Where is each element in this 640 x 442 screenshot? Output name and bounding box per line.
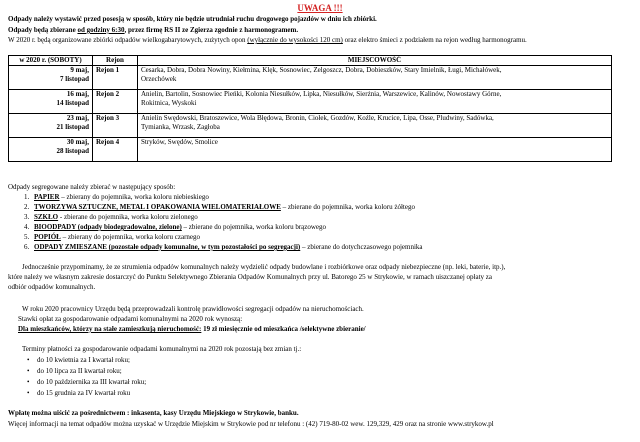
header-rejon: Rejon — [93, 56, 138, 66]
row-date: 23 maj, 21 listopad — [9, 114, 93, 138]
row-rejon: Rejon 1 — [93, 66, 138, 90]
row-rejon: Rejon 4 — [93, 138, 138, 162]
control-line-2: Stawki opłat za gospodarowanie odpadami komunalnymi na 2020 rok wynoszą: — [18, 315, 243, 323]
list-item: 1. PAPIER – zbierany do pojemnika, worka koloru niebieskiego — [24, 193, 209, 201]
table-row — [9, 90, 612, 114]
footer-payment: Wpłatę można uiścić za pośrednictwem : inkasenta, kasy Urzędu Miejskiego w Strykowie, banku. — [8, 409, 299, 417]
row-date: 16 maj, 14 listopad — [9, 90, 93, 114]
row-miejscowosc: Anielin Swędowski, Bratoszewice, Wola Błędowa, Bronin, Ciołek, Gozdów, Koźle, Krucice, Lipa, Osse, Pludwiny, Sadówka, Tymianka, Wrzask, Zagłoba — [138, 114, 612, 138]
intro-line-1: Odpady należy wystawić przed posesją w sposób, który nie będzie utrudniał ruchu drogowego pojazdów w dniu ich zbiórki. — [8, 15, 377, 23]
header-date: w 2020 r. (SOBOTY) — [9, 56, 93, 66]
table-row — [9, 66, 612, 90]
row-miejscowosc: Anielin, Bartolin, Sosnowiec Pieńki, Kolonia Niesułków, Lipka, Niesułków, Sierżnia, Warszewice, Kalinów, Nowostawy Górne, Rokitnica, Wyskoki — [138, 90, 612, 114]
list-item: • do 10 kwietnia za I kwartał roku; — [27, 356, 130, 364]
table-row — [9, 114, 612, 138]
table-header-row — [9, 56, 612, 66]
table-row — [9, 138, 612, 162]
list-item: • do 10 października za III kwartał roku; — [27, 378, 147, 386]
control-line-1: W roku 2020 pracownicy Urzędu będą przeprowadzali kontrolę prawidłowości segregacji odpadów na nieruchomościach. — [22, 305, 364, 313]
list-item: 6. ODPADY ZMIESZANE (pozostałe odpady komunalne, w tym pozostałości po segregacji) – zbierane do dotychczasowego pojemnika — [24, 243, 423, 251]
intro-line-3: W 2020 r. będą organizowane zbiórki odpadów wielkogabarytowych, zużytych opon (wyłącznie do wysokości 120 cm) oraz elektro śmieci z podziałem na rejon według harmonogramu. — [8, 36, 527, 44]
paragraph-line-1: Jednocześnie przypominamy, że ze strumienia odpadów komunalnych należy wydzielić odpady budowlane i rozbiórkowe oraz odpady niebezpieczne (np. leki, baterie, itp.), — [22, 263, 506, 271]
rate-line: Dla mieszkańców, którzy na stałe zamieszkują nieruchomość: 19 zł miesięcznie od mieszkańca /selektywne zbieranie/ — [18, 325, 366, 333]
row-date: 30 maj, 28 listopad — [9, 138, 93, 162]
list-item: • do 10 lipca za II kwartał roku; — [27, 367, 122, 375]
row-rejon: Rejon 3 — [93, 114, 138, 138]
list-item: 5. POPIÓŁ – zbierany do pojemnika, worka koloru czarnego — [24, 233, 201, 241]
row-miejscowosc: Cesarka, Dobra, Dobra Nowiny, Kiełmina, Klęk, Sosnowiec, Zelgoszcz, Dobra, Dobieszków, Stary Imielnik, Ługi, Michałówek, Orzechówek — [138, 66, 612, 90]
segregation-heading: Odpady segregowane należy zbierać w następujący sposób: — [8, 183, 176, 191]
intro-line-2: Odpady będą zbierane od godziny 6:30, przez firmę RS II ze Zgierza zgodnie z harmonogramem. — [8, 26, 299, 34]
row-miejscowosc: Stryków, Swędów, Smolice — [138, 138, 612, 162]
row-rejon: Rejon 2 — [93, 90, 138, 114]
paragraph-line-3: odbiór odpadów komunalnych. — [8, 283, 96, 291]
header-miejscowosc: MIEJSCOWOŚĆ — [138, 56, 612, 66]
list-item: 2. TWORZYWA SZTUCZNE, METAL I OPAKOWANIA WIELOMATERIAŁOWE – zbierane do pojemnika, worka koloru żółtego — [24, 203, 415, 211]
list-item: • do 15 grudnia za IV kwartał roku — [27, 389, 131, 397]
schedule-table — [8, 55, 612, 162]
footer-info: Więcej informacji na temat odpadów można uzyskać w Urzędzie Miejskim w Strykowie pod nr telefonu : (42) 719-80-02 wew. 129,329, 429 oraz na stronie www.strykow.pl — [8, 420, 494, 428]
list-item: 3. SZKŁO - zbierane do pojemnika, worka koloru zielonego — [24, 213, 198, 221]
list-item: 4. BIOODPADY (odpady biodegradowalne, zielone) – zbierane do pojemnika, worka koloru brązowego — [24, 223, 327, 231]
notice-title: UWAGA !!! — [297, 3, 343, 13]
paragraph-line-2: które należy we własnym zakresie dostarczyć do Punktu Selektywnego Zbierania Odpadów Komunalnych przy ul. Batorego 25 w Strykowie, w ramach uiszczanej opłaty za — [8, 273, 493, 281]
payments-heading: Terminy płatności za gospodarowanie odpadami komunalnymi na 2020 rok pozostają bez zmian tj.: — [22, 345, 302, 353]
row-date: 9 maj, 7 listopad — [9, 66, 93, 90]
